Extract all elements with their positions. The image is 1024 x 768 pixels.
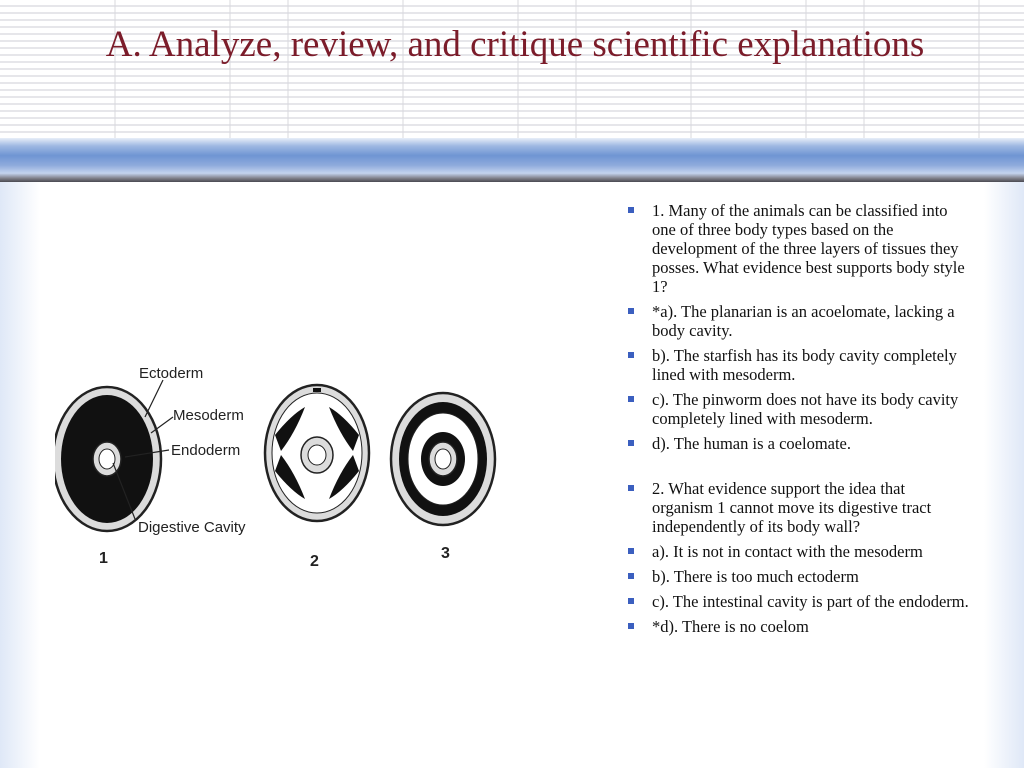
answer-text: b). There is too much ectoderm: [652, 567, 859, 586]
list-item: [625, 302, 970, 340]
answer-text: c). The intestinal cavity is part of the endoderm.: [652, 592, 969, 611]
answer-text: b). The starfish has its body cavity completely lined with mesoderm.: [652, 346, 957, 384]
right-glow: [984, 182, 1024, 768]
header-band: [0, 138, 1024, 182]
list-item: [625, 479, 970, 536]
label-digestive-cavity: Digestive Cavity: [138, 519, 246, 536]
header-grid: [0, 0, 1024, 138]
list-item: [625, 617, 970, 636]
body-plan-1: [55, 387, 161, 531]
body-plan-2: [265, 385, 369, 521]
bullet-square-icon: [628, 548, 634, 554]
question-text: 2. What evidence support the idea that organism 1 cannot move its digestive tract independently of its body wall?: [652, 479, 932, 536]
bullet-square-icon: [628, 308, 634, 314]
body-plan-figure: [55, 355, 505, 580]
answer-text: a). It is not in contact with the mesoderm: [652, 542, 923, 561]
label-mesoderm: Mesoderm: [173, 407, 244, 424]
answer-text: d). The human is a coelomate.: [652, 434, 852, 453]
figure-number-3: 3: [441, 545, 450, 562]
bullet-square-icon: [628, 573, 634, 579]
list-item: [625, 390, 970, 428]
bullet-square-icon: [628, 598, 634, 604]
figure-number-2: 2: [310, 553, 319, 570]
left-glow: [0, 182, 40, 768]
body-plan-3: [391, 393, 495, 525]
list-item: [625, 592, 970, 611]
bullet-square-icon: [628, 396, 634, 402]
list-item: [625, 542, 970, 561]
slide-header: [0, 0, 1024, 138]
figure-number-1: 1: [99, 550, 108, 567]
bullet-square-icon: [628, 485, 634, 491]
bullet-square-icon: [628, 207, 634, 213]
bullet-square-icon: [628, 623, 634, 629]
bullet-square-icon: [628, 352, 634, 358]
answer-text: c). The pinworm does not have its body cavity completely lined with mesoderm.: [652, 390, 959, 428]
list-item: [625, 434, 970, 453]
slide-title: A. Analyze, review, and critique scientific explanations: [105, 24, 925, 65]
question-text: 1. Many of the animals can be classified into one of three body types based on the development of the three layers of tissues they posses. What evidence best supports body style 1?: [652, 201, 965, 296]
list-item: [625, 201, 970, 296]
answer-text: *a). The planarian is an acoelomate, lacking a body cavity.: [652, 302, 955, 340]
question-list: [625, 201, 970, 642]
list-item: [625, 567, 970, 586]
bullet-square-icon: [628, 440, 634, 446]
list-item: [625, 346, 970, 384]
label-ectoderm: Ectoderm: [139, 365, 204, 382]
label-endoderm: Endoderm: [171, 442, 241, 459]
answer-text: *d). There is no coelom: [652, 617, 809, 636]
